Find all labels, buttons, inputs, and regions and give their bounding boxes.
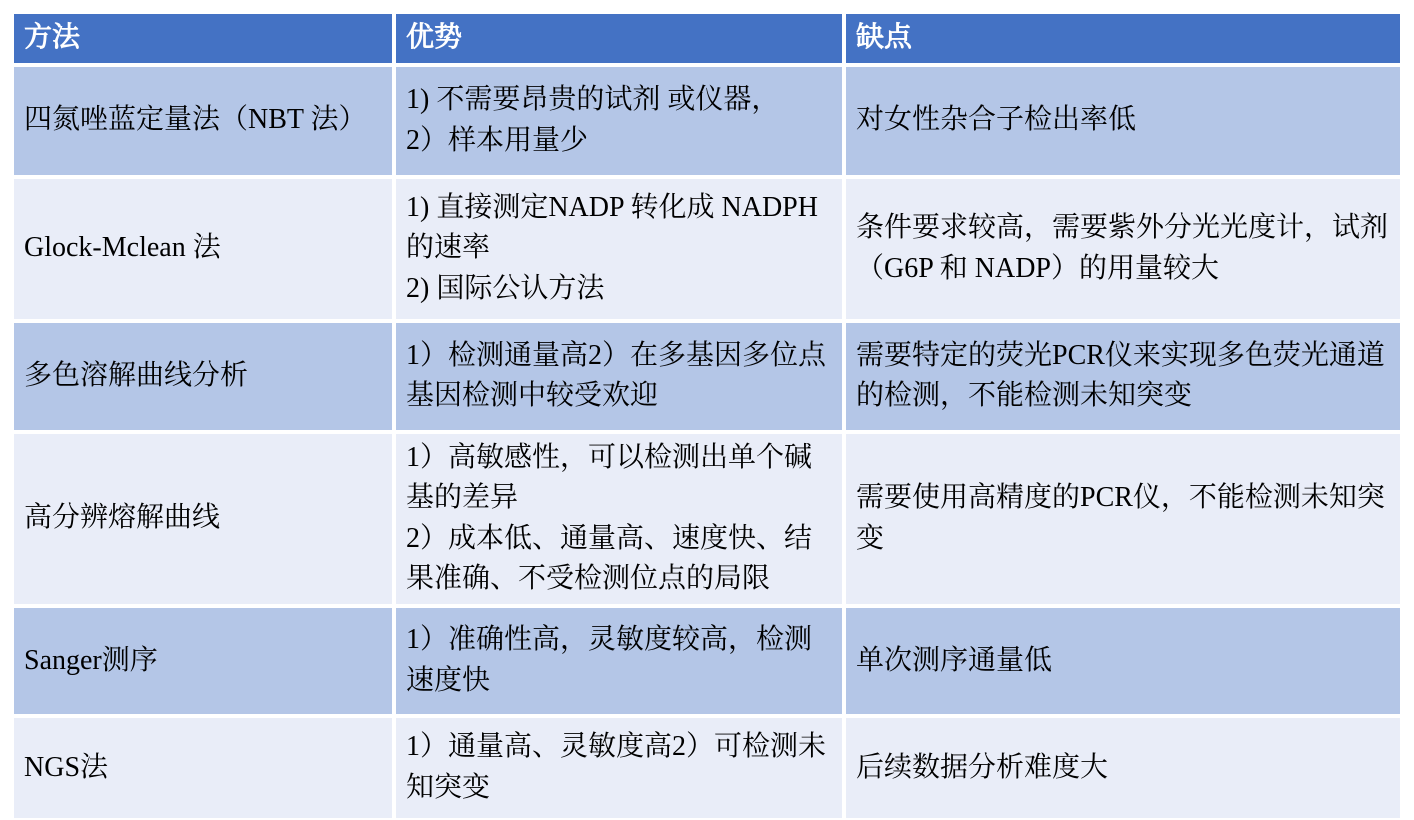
disadvantages-cell: 后续数据分析难度大	[846, 718, 1400, 818]
table-row-hrm	[14, 434, 1400, 604]
disadvantages-cell: 需要使用高精度的PCR仪，不能检测未知突变	[846, 434, 1400, 604]
disadvantages-cell: 条件要求较高，需要紫外分光光度计，试剂（G6P 和 NADP）的用量较大	[846, 179, 1400, 319]
table-row-nbt	[14, 67, 1400, 175]
advantages-cell	[396, 67, 842, 175]
header-advantages: 优势	[396, 14, 842, 63]
header-row	[14, 14, 1400, 63]
comparison-table	[10, 10, 1404, 820]
advantages-cell	[396, 323, 842, 430]
advantages-cell	[396, 608, 842, 714]
table-row-multicolor-melting	[14, 323, 1400, 430]
advantage-point: 1) 不需要昂贵的试剂 或仪器，	[406, 84, 780, 115]
advantages-cell	[396, 179, 842, 319]
advantages-cell	[396, 718, 842, 818]
method-cell: 高分辨熔解曲线	[14, 434, 392, 604]
disadvantages-cell: 对女性杂合子检出率低	[846, 67, 1400, 175]
method-cell: Glock-Mclean 法	[14, 179, 392, 319]
advantage-point: 1）准确性高，灵敏度较高，检测速度快	[406, 624, 813, 696]
method-cell: Sanger测序	[14, 608, 392, 714]
disadvantages-cell: 单次测序通量低	[846, 608, 1400, 714]
method-cell: 四氮唑蓝定量法（NBT 法）	[14, 67, 392, 175]
table-row-ngs	[14, 718, 1400, 818]
advantages-cell	[396, 434, 842, 604]
method-cell: NGS法	[14, 718, 392, 818]
method-cell: 多色溶解曲线分析	[14, 323, 392, 430]
advantage-point: 2）样本用量少	[406, 124, 589, 156]
table-row-sanger	[14, 608, 1400, 714]
advantage-point: 1) 直接测定NADP 转化成 NADPH 的速率	[406, 191, 818, 264]
advantage-point: 2）成本低、通量高、速度快、结果准确、不受检测位点的局限	[406, 522, 813, 595]
header-method: 方法	[14, 14, 392, 63]
advantage-point: 1）通量高、灵敏度高2）可检测未知突变	[406, 731, 827, 803]
header-disadvantages: 缺点	[846, 14, 1400, 63]
disadvantages-cell: 需要特定的荧光PCR仪来实现多色荧光通道的检测，不能检测未知突变	[846, 323, 1400, 430]
table-row-glock-mclean	[14, 179, 1400, 319]
advantage-point: 1）检测通量高2）在多基因多位点基因检测中较受欢迎	[406, 339, 827, 412]
advantage-point: 1）高敏感性，可以检测出单个碱基的差异	[406, 441, 813, 514]
advantage-point: 2) 国际公认方法	[406, 272, 605, 304]
